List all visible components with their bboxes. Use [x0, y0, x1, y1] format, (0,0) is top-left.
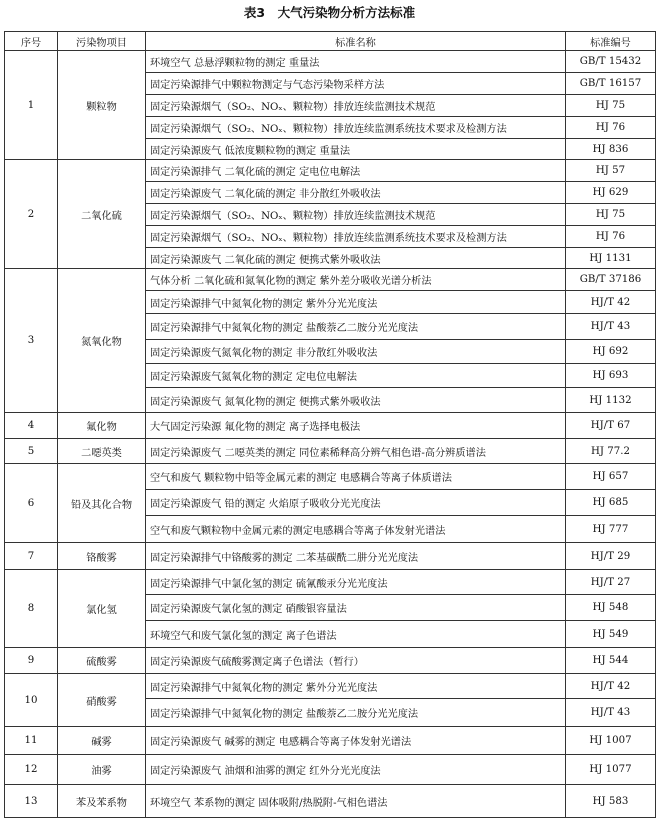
- cell-standard-code: HJ/T 43: [566, 314, 656, 340]
- cell-standard-name: 气体分析 二氧化硫和氮氧化物的测定 紫外差分吸收光谱分析法: [146, 269, 566, 291]
- table-row: [5, 785, 656, 818]
- cell-standard-name: 固定污染源排气中铬酸雾的测定 二苯基碳酰二肼分光光度法: [146, 543, 566, 570]
- cell-seq: 12: [5, 755, 58, 785]
- table-row: [5, 674, 656, 699]
- header-standard-code: 标准编号: [566, 32, 656, 51]
- table-row: [5, 439, 656, 464]
- cell-standard-code: HJ 1007: [566, 727, 656, 755]
- cell-standard-name: 固定污染源烟气（SO₂、NOₓ、颗粒物）排放连续监测技术规范: [146, 95, 566, 117]
- cell-seq: 3: [5, 269, 58, 413]
- cell-pollutant: 碱雾: [58, 727, 146, 755]
- cell-standard-code: HJ 549: [566, 621, 656, 648]
- cell-standard-name: 固定污染源废气 二氧化硫的测定 便携式紫外吸收法: [146, 248, 566, 269]
- cell-standard-name: 固定污染源排气中氮氧化物的测定 紫外分光光度法: [146, 291, 566, 314]
- cell-standard-code: HJ 76: [566, 226, 656, 248]
- cell-standard-name: 大气固定污染源 氟化物的测定 离子选择电极法: [146, 413, 566, 439]
- cell-standard-code: HJ 76: [566, 117, 656, 139]
- cell-seq: 1: [5, 51, 58, 160]
- table-row: [5, 269, 656, 291]
- cell-standard-code: HJ 77.2: [566, 439, 656, 464]
- cell-standard-name: 固定污染源排气中氮氧化物的测定 盐酸萘乙二胺分光光度法: [146, 699, 566, 727]
- cell-standard-code: HJ 777: [566, 516, 656, 543]
- header-row: [5, 32, 656, 51]
- cell-standard-code: HJ 583: [566, 785, 656, 818]
- cell-standard-name: 固定污染源烟气（SO₂、NOₓ、颗粒物）排放连续监测技术规范: [146, 204, 566, 226]
- header-standard-name: 标准名称: [146, 32, 566, 51]
- table-header: [5, 32, 656, 51]
- cell-standard-name: 固定污染源废气 碱雾的测定 电感耦合等离子体发射光谱法: [146, 727, 566, 755]
- cell-pollutant: 硫酸雾: [58, 648, 146, 674]
- cell-standard-code: HJ 1077: [566, 755, 656, 785]
- cell-standard-name: 固定污染源烟气（SO₂、NOₓ、颗粒物）排放连续监测系统技术要求及检测方法: [146, 117, 566, 139]
- cell-standard-name: 空气和废气 颗粒物中铅等金属元素的测定 电感耦合等离子体质谱法: [146, 464, 566, 490]
- cell-standard-code: HJ 544: [566, 648, 656, 674]
- cell-standard-name: 固定污染源废气氯化氢的测定 硝酸银容量法: [146, 595, 566, 621]
- cell-standard-name: 固定污染源废气 低浓度颗粒物的测定 重量法: [146, 139, 566, 160]
- cell-seq: 2: [5, 160, 58, 269]
- cell-standard-name: 固定污染源排气 二氧化硫的测定 定电位电解法: [146, 160, 566, 182]
- table-title: 表3 大气污染物分析方法标准: [243, 5, 416, 20]
- cell-pollutant: 硝酸雾: [58, 674, 146, 727]
- cell-standard-name: 固定污染源废气 氮氧化物的测定 便携式紫外吸收法: [146, 388, 566, 413]
- cell-standard-code: HJ/T 42: [566, 291, 656, 314]
- cell-pollutant: 苯及苯系物: [58, 785, 146, 818]
- header-pollutant: 污染物项目: [58, 32, 146, 51]
- cell-pollutant: 颗粒物: [58, 51, 146, 160]
- cell-standard-code: HJ/T 29: [566, 543, 656, 570]
- cell-standard-name: 固定污染源废气硫酸雾测定离子色谱法（暂行）: [146, 648, 566, 674]
- cell-standard-name: 环境空气 苯系物的测定 固体吸附/热脱附-气相色谱法: [146, 785, 566, 818]
- table-row: [5, 648, 656, 674]
- cell-standard-code: GB/T 16157: [566, 73, 656, 95]
- cell-standard-name: 空气和废气颗粒物中金属元素的测定电感耦合等离子体发射光谱法: [146, 516, 566, 543]
- cell-standard-code: HJ 75: [566, 204, 656, 226]
- cell-pollutant: 氮氧化物: [58, 269, 146, 413]
- cell-standard-code: HJ/T 27: [566, 570, 656, 595]
- cell-seq: 13: [5, 785, 58, 818]
- cell-pollutant: 氯化氢: [58, 570, 146, 648]
- cell-seq: 4: [5, 413, 58, 439]
- cell-standard-name: 固定污染源废气氮氧化物的测定 非分散红外吸收法: [146, 340, 566, 364]
- table-row: [5, 51, 656, 73]
- table-row: [5, 755, 656, 785]
- table-body: [5, 51, 656, 818]
- cell-standard-code: HJ 692: [566, 340, 656, 364]
- cell-seq: 9: [5, 648, 58, 674]
- cell-seq: 11: [5, 727, 58, 755]
- standards-table: [4, 31, 656, 818]
- cell-standard-code: HJ/T 43: [566, 699, 656, 727]
- cell-standard-code: HJ 657: [566, 464, 656, 490]
- cell-standard-name: 环境空气和废气氯化氢的测定 离子色谱法: [146, 621, 566, 648]
- cell-seq: 6: [5, 464, 58, 543]
- cell-standard-code: HJ 548: [566, 595, 656, 621]
- table-row: [5, 413, 656, 439]
- cell-standard-name: 固定污染源烟气（SO₂、NOₓ、颗粒物）排放连续监测系统技术要求及检测方法: [146, 226, 566, 248]
- cell-standard-name: 固定污染源排气中氮氧化物的测定 盐酸萘乙二胺分光光度法: [146, 314, 566, 340]
- cell-seq: 5: [5, 439, 58, 464]
- cell-seq: 8: [5, 570, 58, 648]
- cell-standard-name: 固定污染源排气中氯化氢的测定 硫氰酸汞分光光度法: [146, 570, 566, 595]
- cell-standard-name: 固定污染源废气 二氧化硫的测定 非分散红外吸收法: [146, 182, 566, 204]
- cell-standard-code: HJ 75: [566, 95, 656, 117]
- header-seq: 序号: [5, 32, 58, 51]
- cell-standard-code: GB/T 37186: [566, 269, 656, 291]
- cell-standard-code: HJ/T 42: [566, 674, 656, 699]
- cell-standard-code: HJ 57: [566, 160, 656, 182]
- cell-seq: 10: [5, 674, 58, 727]
- cell-standard-code: HJ 693: [566, 364, 656, 388]
- cell-standard-code: HJ 685: [566, 490, 656, 516]
- cell-pollutant: 二噁英类: [58, 439, 146, 464]
- table-row: [5, 570, 656, 595]
- cell-standard-code: GB/T 15432: [566, 51, 656, 73]
- cell-standard-name: 固定污染源排气中颗粒物测定与气态污染物采样方法: [146, 73, 566, 95]
- cell-standard-code: HJ 836: [566, 139, 656, 160]
- cell-standard-name: 固定污染源废气 铅的测定 火焰原子吸收分光光度法: [146, 490, 566, 516]
- table-row: [5, 727, 656, 755]
- cell-pollutant: 铅及其化合物: [58, 464, 146, 543]
- cell-pollutant: 氟化物: [58, 413, 146, 439]
- cell-standard-code: HJ 1131: [566, 248, 656, 269]
- cell-pollutant: 二氧化硫: [58, 160, 146, 269]
- cell-standard-name: 固定污染源排气中氮氧化物的测定 紫外分光光度法: [146, 674, 566, 699]
- cell-standard-name: 环境空气 总悬浮颗粒物的测定 重量法: [146, 51, 566, 73]
- table-row: [5, 160, 656, 182]
- cell-pollutant: 铬酸雾: [58, 543, 146, 570]
- cell-standard-name: 固定污染源废气 油烟和油雾的测定 红外分光光度法: [146, 755, 566, 785]
- cell-standard-name: 固定污染源废气 二噁英类的测定 同位素稀释高分辨气相色谱-高分辨质谱法: [146, 439, 566, 464]
- cell-standard-code: HJ 629: [566, 182, 656, 204]
- cell-standard-code: HJ/T 67: [566, 413, 656, 439]
- cell-standard-name: 固定污染源废气氮氧化物的测定 定电位电解法: [146, 364, 566, 388]
- table-row: [5, 543, 656, 570]
- cell-seq: 7: [5, 543, 58, 570]
- cell-pollutant: 油雾: [58, 755, 146, 785]
- cell-standard-code: HJ 1132: [566, 388, 656, 413]
- table-row: [5, 464, 656, 490]
